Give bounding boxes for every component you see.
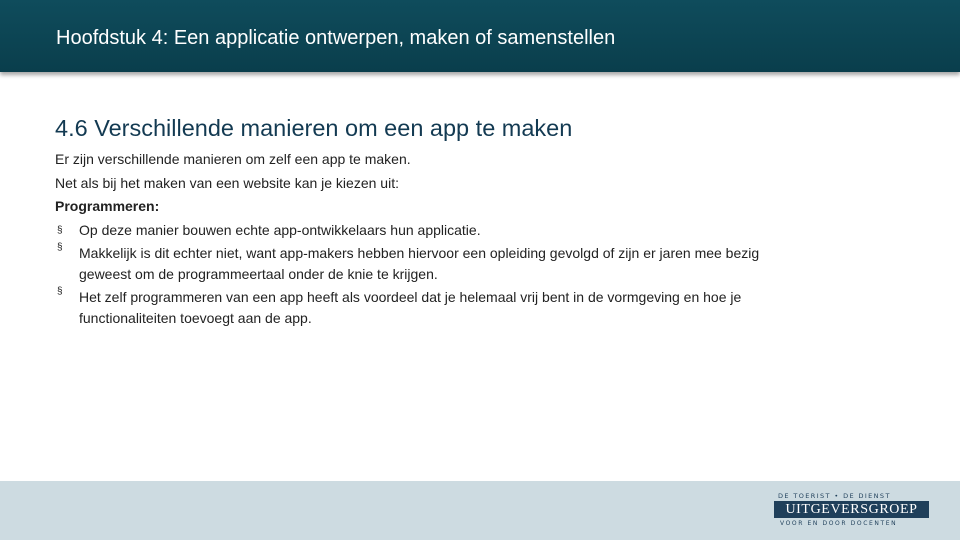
subheading-programmeren: Programmeren: (55, 198, 160, 214)
logo-tagline-bottom: VOOR EN DOOR DOCENTEN (780, 520, 898, 527)
bullet-text-line: geweest om de programmeertaal onder de knie te krijgen. (79, 265, 438, 282)
bullet-item (55, 286, 915, 330)
intro-line-2: Net als bij het maken van een website kan je kiezen uit: (55, 174, 399, 191)
intro-line-1: Er zijn verschillende manieren om zelf een app te maken. (55, 151, 411, 167)
bullet-item (55, 242, 915, 286)
logo-wordmark: UITGEVERSGROEP (774, 501, 929, 518)
bullet-marker: § (57, 286, 63, 297)
section-heading: 4.6 Verschillende manieren om een app te maken (55, 115, 573, 141)
bullet-text-line: Het zelf programmeren van een app heeft als voordeel dat je helemaal vrij bent in de vormgeving en hoe je (79, 289, 742, 305)
chapter-title: Hoofdstuk 4: Een applicatie ontwerpen, maken of samenstellen (56, 27, 616, 49)
bullet-marker: § (57, 224, 63, 236)
logo-tagline-top: DE TOERIST • DE DIENST (778, 492, 891, 500)
bullet-text-line: Makkelijk is dit echter niet, want app-makers hebben hiervoor een opleiding gevolgd of zijn er jaren mee bezig (79, 245, 760, 261)
slide-header (0, 0, 960, 72)
publisher-logo (774, 491, 929, 531)
bullet-text-line: functionaliteiten toevoegt aan de app. (79, 309, 312, 326)
bullet-item (55, 219, 915, 243)
bullet-text: Op deze manier bouwen echte app-ontwikkelaars hun applicatie. (79, 221, 481, 238)
bullet-marker: § (57, 242, 63, 253)
bullet-text (79, 242, 915, 286)
slide-body (55, 148, 915, 330)
bullet-text (79, 286, 915, 330)
